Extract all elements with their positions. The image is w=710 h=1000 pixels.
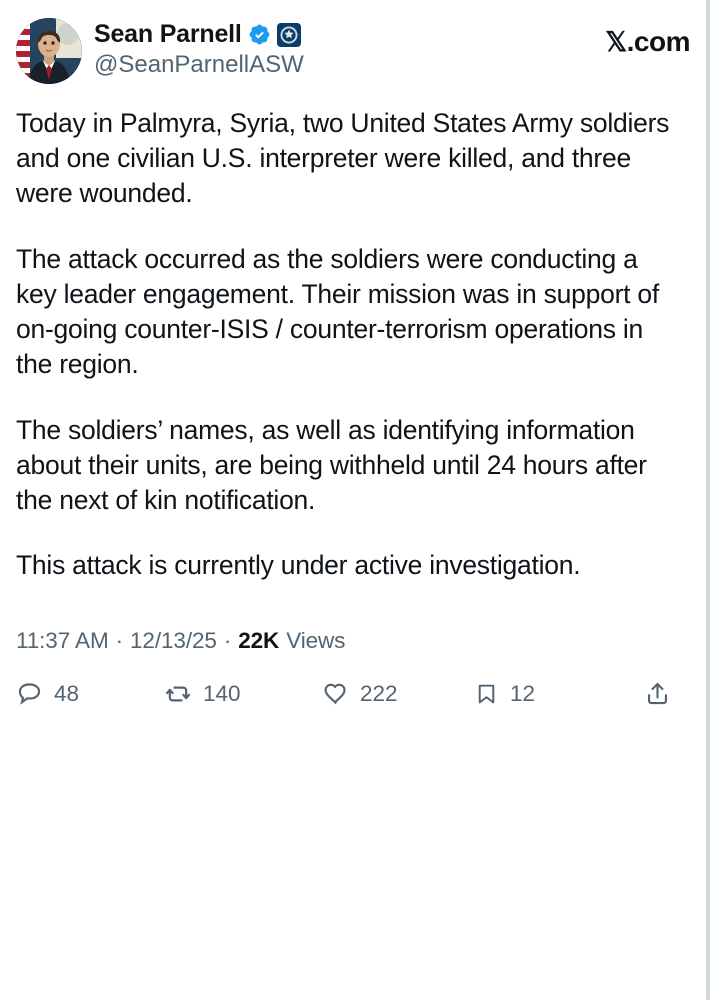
like-button[interactable] xyxy=(322,680,474,707)
x-logo-icon: 𝕏 xyxy=(605,27,627,57)
share-icon xyxy=(644,680,671,707)
tweet-paragraph: The attack occurred as the soldiers were conducting a key leader engagement. Their mission was in support of on-going counter-ISIS / counter-terrorism operations in the region. xyxy=(16,243,659,380)
bookmark-count: 12 xyxy=(510,680,536,706)
tweet-time: 11:37 AM xyxy=(16,627,109,653)
tweet-text xyxy=(16,106,690,584)
reply-icon xyxy=(16,680,43,707)
tweet-meta xyxy=(16,628,690,654)
dod-seal-icon[interactable] xyxy=(277,23,301,47)
reply-button[interactable] xyxy=(16,680,164,707)
x-com-suffix: .com xyxy=(626,26,690,57)
tweet-paragraph: Today in Palmyra, Syria, two United States Army soldiers and one civilian U.S. interpreter were killed, and three were wounded. xyxy=(16,108,670,209)
display-name: Sean Parnell xyxy=(94,20,242,48)
tweet-header xyxy=(16,18,690,84)
views-label: Views xyxy=(286,627,346,653)
tweet-actions xyxy=(16,680,690,708)
tweet-paragraph: The soldiers’ names, as well as identifying information about their units, are being withheld until 24 hours after the next of kin notification. xyxy=(16,414,647,516)
avatar[interactable] xyxy=(16,18,82,84)
x-com-watermark xyxy=(605,18,690,58)
tweet-date: 12/13/25 xyxy=(130,627,217,653)
tweet-paragraph: This attack is currently under active investigation. xyxy=(16,550,581,581)
bookmark-icon xyxy=(474,681,499,706)
retweet-count: 140 xyxy=(203,680,241,706)
retweet-icon xyxy=(164,680,192,708)
account-name-block xyxy=(94,18,593,79)
right-edge-divider xyxy=(706,0,710,1000)
share-button[interactable] xyxy=(644,680,682,707)
verified-badge-icon xyxy=(248,23,271,46)
reply-count: 48 xyxy=(54,680,80,706)
name-row xyxy=(94,22,593,47)
like-count: 222 xyxy=(360,680,398,706)
meta-separator: · xyxy=(223,627,232,653)
retweet-button[interactable] xyxy=(164,680,322,708)
heart-icon xyxy=(322,680,349,707)
views-count: 22K xyxy=(238,627,280,653)
bookmark-button[interactable] xyxy=(474,681,594,707)
meta-separator: · xyxy=(115,627,124,653)
account-handle: @SeanParnellASW xyxy=(94,51,304,78)
